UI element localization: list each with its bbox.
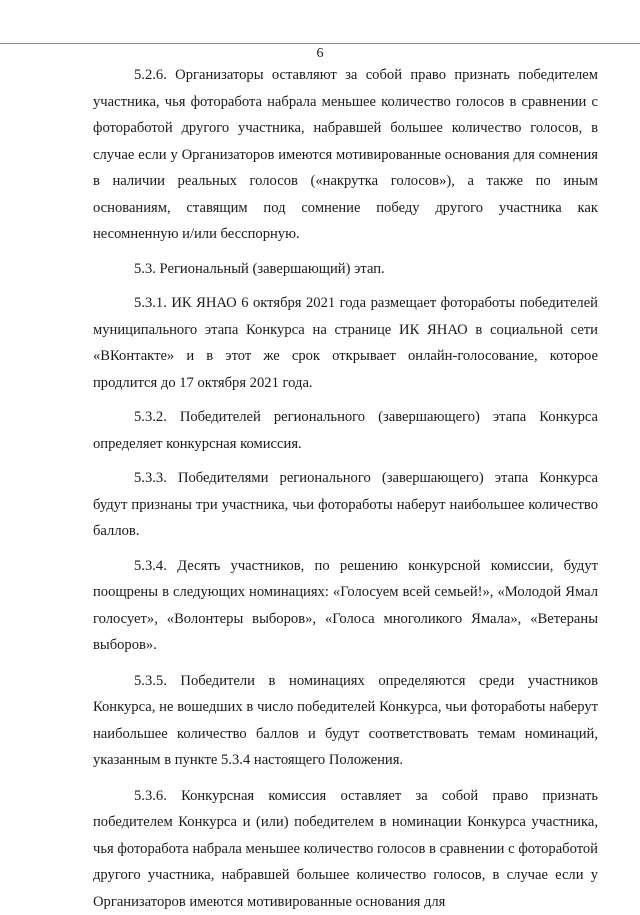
paragraph-5-3-2: 5.3.2. Победителей регионального (завершающего) этапа Конкурса определяет конкурсная комиссия. — [93, 404, 598, 457]
document-body — [93, 62, 598, 915]
heading-5-3: 5.3. Региональный (завершающий) этап. — [93, 256, 598, 283]
page-number: 6 — [0, 45, 640, 63]
top-divider — [0, 43, 640, 44]
paragraph-5-3-6: 5.3.6. Конкурсная комиссия оставляет за собой право признать победителем Конкурса и (или) победителем в номинации Конкурса участника, чья фоторабота набрала меньшее количество голосов в сравнении с фотоработой другого участника, набравшей большее количество голосов, в случае если у Организаторов имеются мотивированные основания для — [93, 783, 598, 915]
paragraph-5-3-5: 5.3.5. Победители в номинациях определяются среди участников Конкурса, не вошедших в число победителей Конкурса, чьи фотоработы наберут наибольшее количество баллов и будут соответствовать темам номинаций, указанным в пункте 5.3.4 настоящего Положения. — [93, 668, 598, 774]
paragraph-5-2-6: 5.2.6. Организаторы оставляют за собой право признать победителем участника, чья фоторабота набрала меньшее количество голосов в сравнении с фотоработой другого участника, набравшей большее количество голосов, в случае если у Организаторов имеются мотивированные основания для сомнения в наличии реальных голосов («накрутка голосов»), а также по иным основаниям, ставящим под сомнение победу другого участника как несомненную и/или бесспорную. — [93, 62, 598, 248]
paragraph-5-3-4: 5.3.4. Десять участников, по решению конкурсной комиссии, будут поощрены в следующих номинациях: «Голосуем всей семьей!», «Молодой Ямал голосует», «Волонтеры выборов», «Голоса многоликого Ямала», «Ветераны выборов». — [93, 553, 598, 659]
paragraph-5-3-3: 5.3.3. Победителями регионального (завершающего) этапа Конкурса будут признаны три участника, чьи фотоработы наберут наибольшее количество баллов. — [93, 465, 598, 545]
paragraph-5-3-1: 5.3.1. ИК ЯНАО 6 октября 2021 года размещает фотоработы победителей муниципального этапа Конкурса на странице ИК ЯНАО в социальной сети «ВКонтакте» и в этот же срок открывает онлайн-голосование, которое продлится до 17 октября 2021 года. — [93, 290, 598, 396]
